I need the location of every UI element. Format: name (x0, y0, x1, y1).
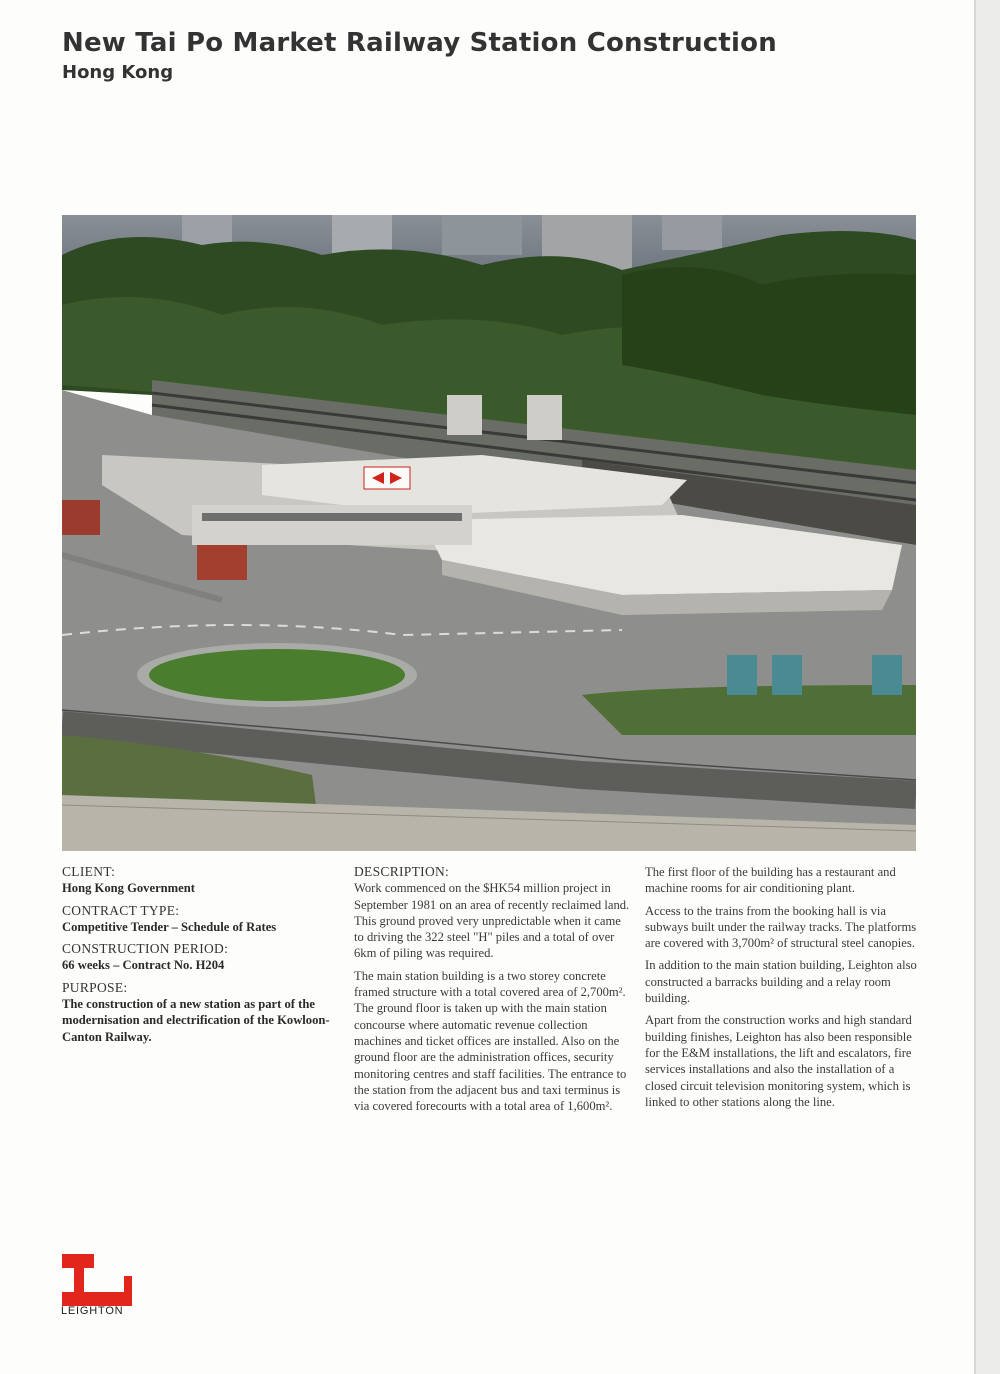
description-column (354, 864, 632, 1120)
construction-period-value: 66 weeks – Contract No. H204 (62, 958, 225, 973)
construction-period-label: CONSTRUCTION PERIOD: (62, 941, 229, 957)
body-paragraph: In addition to the main station building, Leighton also constructed a barracks building and a relay room building. (645, 958, 917, 1006)
leighton-logo-icon (60, 1254, 134, 1306)
purpose-value: The construction of a new station as part of the modernisation and electrification of the Kowloon-Canton Railway. (62, 997, 330, 1044)
description-paragraph: Work commenced on the $HK54 million project in September 1981 on an area of recently reclaimed land. This ground proved very unpredictable when it came to driving the 322 steel "H" piles and a total of over 6km of piling was required. (354, 881, 630, 961)
logo-wordmark: LEIGHTON (61, 1305, 124, 1317)
station-aerial-photo (62, 215, 916, 851)
contract-type-label: CONTRACT TYPE: (62, 902, 180, 918)
description-label: DESCRIPTION: (354, 864, 450, 879)
details-column-3 (645, 864, 917, 1116)
contract-type-value: Competitive Tender – Schedule of Rates (62, 919, 277, 934)
client-label: CLIENT: (62, 864, 116, 879)
page-edge (974, 0, 1000, 1374)
client-value: Hong Kong Government (62, 881, 195, 896)
page-title: New Tai Po Market Railway Station Construction (62, 28, 777, 58)
description-paragraph: The main station building is a two storey concrete framed structure with a total covered area of 2,700m². The ground floor is taken up with the main station concourse where automatic revenue collection machines and ticket offices are installed. Also on the ground floor are the administration offices, security monitoring centres and staff facilities. The entrance to the station from the adjacent bus and taxi terminus is via covered forecourts with a total area of 1,600m². (354, 968, 627, 1114)
body-paragraph: Apart from the construction works and high standard building finishes, Leighton has also been responsible for the E&M installations, the lift and escalators, fire services installations and also the installation of a closed circuit television monitoring system, which is linked to other stations along the line. (645, 1013, 912, 1109)
project-details (62, 864, 342, 1051)
page-subtitle: Hong Kong (62, 62, 174, 83)
body-paragraph: The first floor of the building has a restaurant and machine rooms for air conditioning plant. (645, 865, 896, 896)
purpose-label: PURPOSE: (62, 979, 128, 995)
body-paragraph: Access to the trains from the booking hall is via subways built under the railway tracks. The platforms are covered with 3,700m² of structural steel canopies. (645, 903, 917, 951)
